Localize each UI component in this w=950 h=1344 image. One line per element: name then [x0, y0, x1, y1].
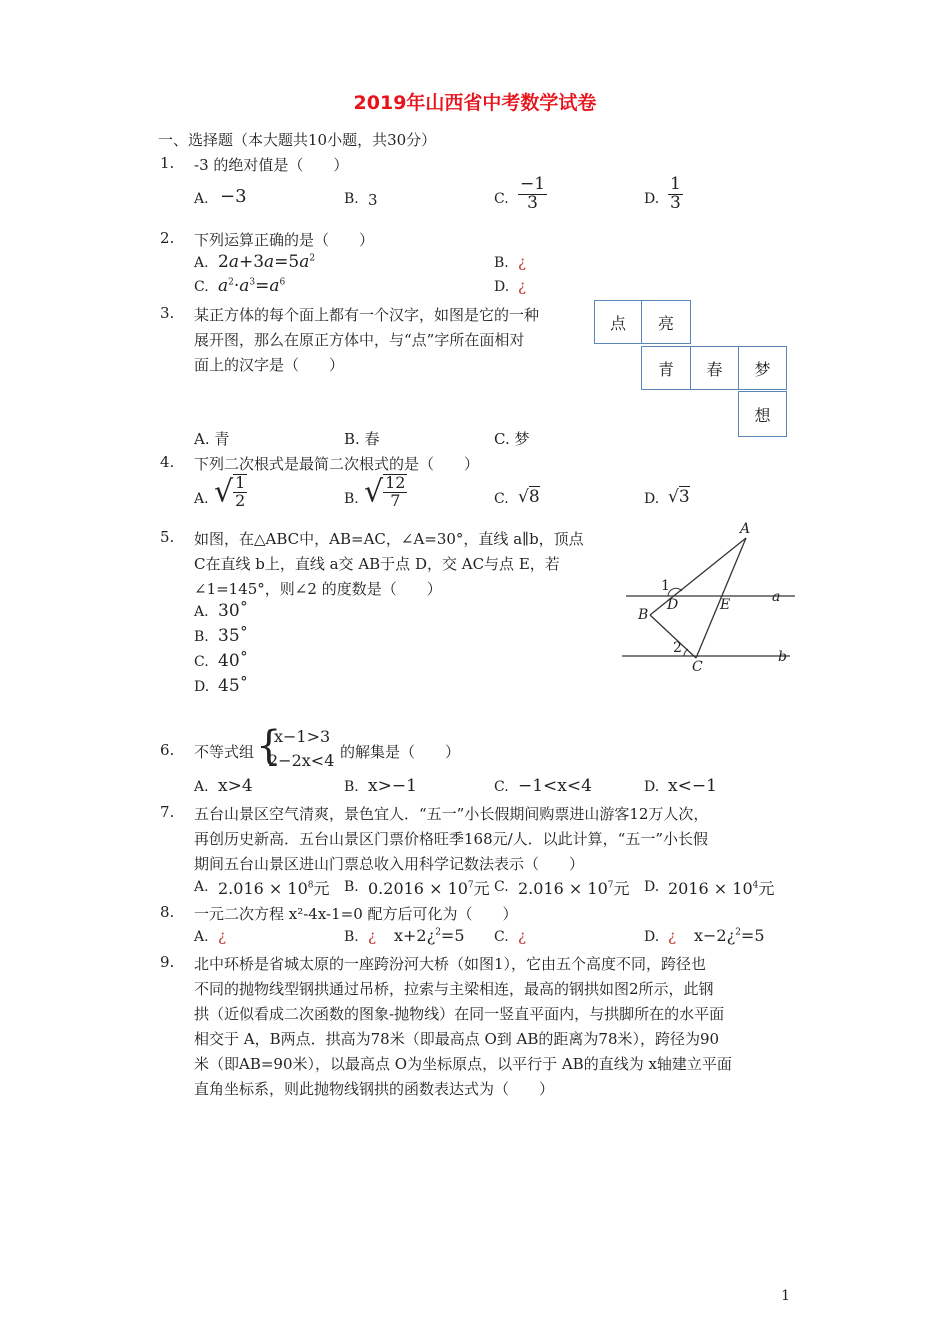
label-b: b: [778, 649, 787, 665]
option-label: C.: [194, 654, 209, 670]
denominator: 3: [670, 192, 681, 213]
label-2: 2: [673, 640, 682, 656]
option-radical: √ $\frac{12}{7}$: [364, 473, 406, 510]
option-value: ¿: [518, 927, 527, 945]
option-value: 45˚: [218, 676, 249, 696]
question-number: 5.: [160, 528, 175, 546]
option-label: B.: [344, 779, 359, 795]
option-value: −3: [220, 186, 247, 207]
question-text: 不同的抛物线型钢拱通过吊桥，拉索与主梁相连，最高的钢拱如图2所示，此钢: [194, 980, 714, 998]
option-value: 30˚: [218, 601, 249, 621]
system-eq-1: x−1>3: [274, 727, 331, 746]
question-number: 2.: [160, 229, 175, 247]
option-value: −1<x<4: [518, 776, 592, 796]
numerator: 1: [670, 174, 681, 194]
question-text: ∠1=145°，则∠2 的度数是（ ）: [194, 580, 442, 598]
option-label: A.: [194, 879, 209, 895]
option-value: ¿: [518, 253, 527, 271]
option-value: x−2¿$^2$=5: [694, 926, 765, 945]
option-radical: √8: [518, 487, 540, 507]
question-text: C在直线 b上，直线 a交 AB于点 D，交 AC与点 E，若: [194, 555, 560, 573]
triangle-figure: [600, 515, 810, 685]
question-text: -3 的绝对值是（ ）: [194, 156, 349, 174]
option-label: D.: [194, 679, 210, 695]
option-label: D.: [644, 491, 660, 507]
option-value: $2.016 \times 10^8$元: [218, 879, 330, 898]
denominator: 3: [527, 192, 538, 213]
question-text: 如图，在△ABC中，AB=AC，∠A=30°，直线 a∥b，顶点: [194, 530, 584, 548]
question-text: 下列二次根式是最简二次根式的是（ ）: [194, 455, 480, 473]
question-text: 展开图，那么在原正方体中，与“点”字所在面相对: [194, 331, 525, 349]
segment-ab: [650, 538, 746, 615]
brace: {: [256, 723, 282, 769]
option-value: x>4: [218, 776, 253, 796]
numerator: −1: [520, 174, 546, 194]
option-label: C.: [494, 779, 509, 795]
page-number: 1: [781, 1288, 790, 1304]
numerator: 1: [235, 473, 246, 492]
question-number: 9.: [160, 953, 175, 971]
question-text: 五台山景区空气清爽，景色宜人．“五一”小长假期间购票进山游客12万人次，: [194, 805, 709, 823]
option-value: 3: [368, 191, 378, 209]
cube-face: 点: [594, 300, 642, 344]
option-label: C.: [494, 191, 509, 207]
question-text: 某正方体的每个面上都有一个汉字，如图是它的一种: [194, 306, 540, 324]
question-number: 6.: [160, 741, 175, 759]
label-1: 1: [661, 578, 670, 594]
cube-face: 梦: [738, 346, 787, 390]
option-label: B.: [494, 255, 509, 271]
option-value: $0.2016 \times 10^7$元: [368, 879, 490, 898]
option-value: $2016 \times 10^4$元: [668, 879, 775, 898]
question-number: 4.: [160, 453, 175, 471]
option-label: A.: [194, 929, 209, 945]
option-label: D.: [644, 779, 660, 795]
section-heading: 一、选择题（本大题共10小题，共30分）: [158, 131, 437, 149]
option-value: ¿: [518, 277, 527, 295]
option-label: A.: [194, 491, 209, 507]
question-number: 1.: [160, 154, 175, 172]
question-text: 期间五台山景区进山门票总收入用科学记数法表示（ ）: [194, 855, 585, 873]
option-value: x>−1: [368, 776, 417, 796]
label-B: B: [638, 607, 649, 623]
question-text: 不等式组: [194, 743, 255, 761]
option-radical: √3: [668, 487, 690, 507]
option: C. 梦: [494, 430, 530, 448]
option-label: A.: [194, 255, 209, 271]
label-C: C: [692, 659, 703, 675]
option-label: D.: [644, 879, 660, 895]
option-label: D.: [644, 191, 660, 207]
option-label: B.: [194, 629, 209, 645]
label-D: D: [667, 597, 679, 613]
radicand: 3: [678, 487, 690, 507]
option-label: C.: [494, 879, 509, 895]
option-label: B.: [344, 491, 359, 507]
option-value: x+2¿$^2$=5: [394, 926, 465, 945]
page-title: 2019年山西省中考数学试卷: [353, 92, 597, 114]
option-formula: $2a+3a=5a^2$: [218, 252, 316, 272]
label-a: a: [772, 589, 781, 605]
option-label: A.: [194, 191, 209, 207]
option-label: A.: [194, 604, 209, 620]
question-number: 8.: [160, 903, 175, 921]
question-text: 北中环桥是省城太原的一座跨汾河大桥（如图1），它由五个高度不同，跨径也: [194, 955, 707, 973]
option-value: $2.016 \times 10^7$元: [518, 879, 630, 898]
option-value: ¿: [368, 927, 377, 945]
denominator: 2: [235, 490, 246, 510]
question-text: 面上的汉字是（ ）: [194, 356, 345, 374]
cube-face: 春: [690, 346, 739, 390]
option-label: C.: [194, 279, 209, 295]
radicand: 8: [528, 487, 540, 507]
option-label: C.: [494, 929, 509, 945]
option-value: x<−1: [668, 776, 717, 796]
option-radical: √ $\frac{1}{2}$: [214, 473, 246, 510]
question-text: 再创历史新高．五台山景区门票价格旺季168元/人．以此计算，“五一”小长假: [194, 830, 709, 848]
option-label: B.: [344, 929, 359, 945]
question-text: 下列运算正确的是（ ）: [194, 231, 375, 249]
cube-face: 青: [641, 346, 691, 390]
option-formula: $a^2\cdot a^3=a^6$: [218, 276, 286, 296]
denominator: 7: [390, 490, 401, 510]
question-number: 3.: [160, 304, 175, 322]
question-text: 相交于 A，B两点．拱高为78米（即最高点 O到 AB的距离为78米），跨径为90: [194, 1030, 720, 1048]
angle-2-arc: [684, 649, 688, 656]
question-text: 直角坐标系，则此抛物线钢拱的函数表达式为（ ）: [194, 1080, 555, 1098]
system-eq-2: 2−2x<4: [268, 751, 335, 770]
option-label: B.: [344, 191, 359, 207]
cube-face: 亮: [641, 300, 691, 344]
numerator: 12: [385, 473, 406, 492]
option-label: D.: [644, 929, 660, 945]
option-label: D.: [494, 279, 510, 295]
question-text: 的解集是（ ）: [340, 743, 461, 761]
label-E: E: [720, 597, 731, 613]
option-fraction: [668, 176, 683, 213]
option-label: B.: [344, 879, 359, 895]
option-value: ¿: [218, 927, 227, 945]
question-number: 7.: [160, 803, 175, 821]
option: B. 春: [344, 430, 380, 448]
option: A. 青: [194, 430, 230, 448]
option-value: 35˚: [218, 626, 249, 646]
option-label: A.: [194, 779, 209, 795]
question-text: 拱（近似看成二次函数的图象-抛物线）在同一竖直平面内，与拱脚所在的水平面: [194, 1005, 725, 1023]
cube-face: 想: [738, 391, 787, 437]
label-A: A: [740, 521, 751, 537]
question-text: 一元二次方程 x²-4x-1=0 配方后可化为（ ）: [194, 905, 518, 923]
option-value: ¿: [668, 927, 677, 945]
option-value: 40˚: [218, 651, 249, 671]
question-text: 米（即AB=90米），以最高点 O为坐标原点，以平行于 AB的直线为 x轴建立平面: [194, 1055, 732, 1073]
option-fraction: [518, 176, 547, 213]
option-label: C.: [494, 491, 509, 507]
